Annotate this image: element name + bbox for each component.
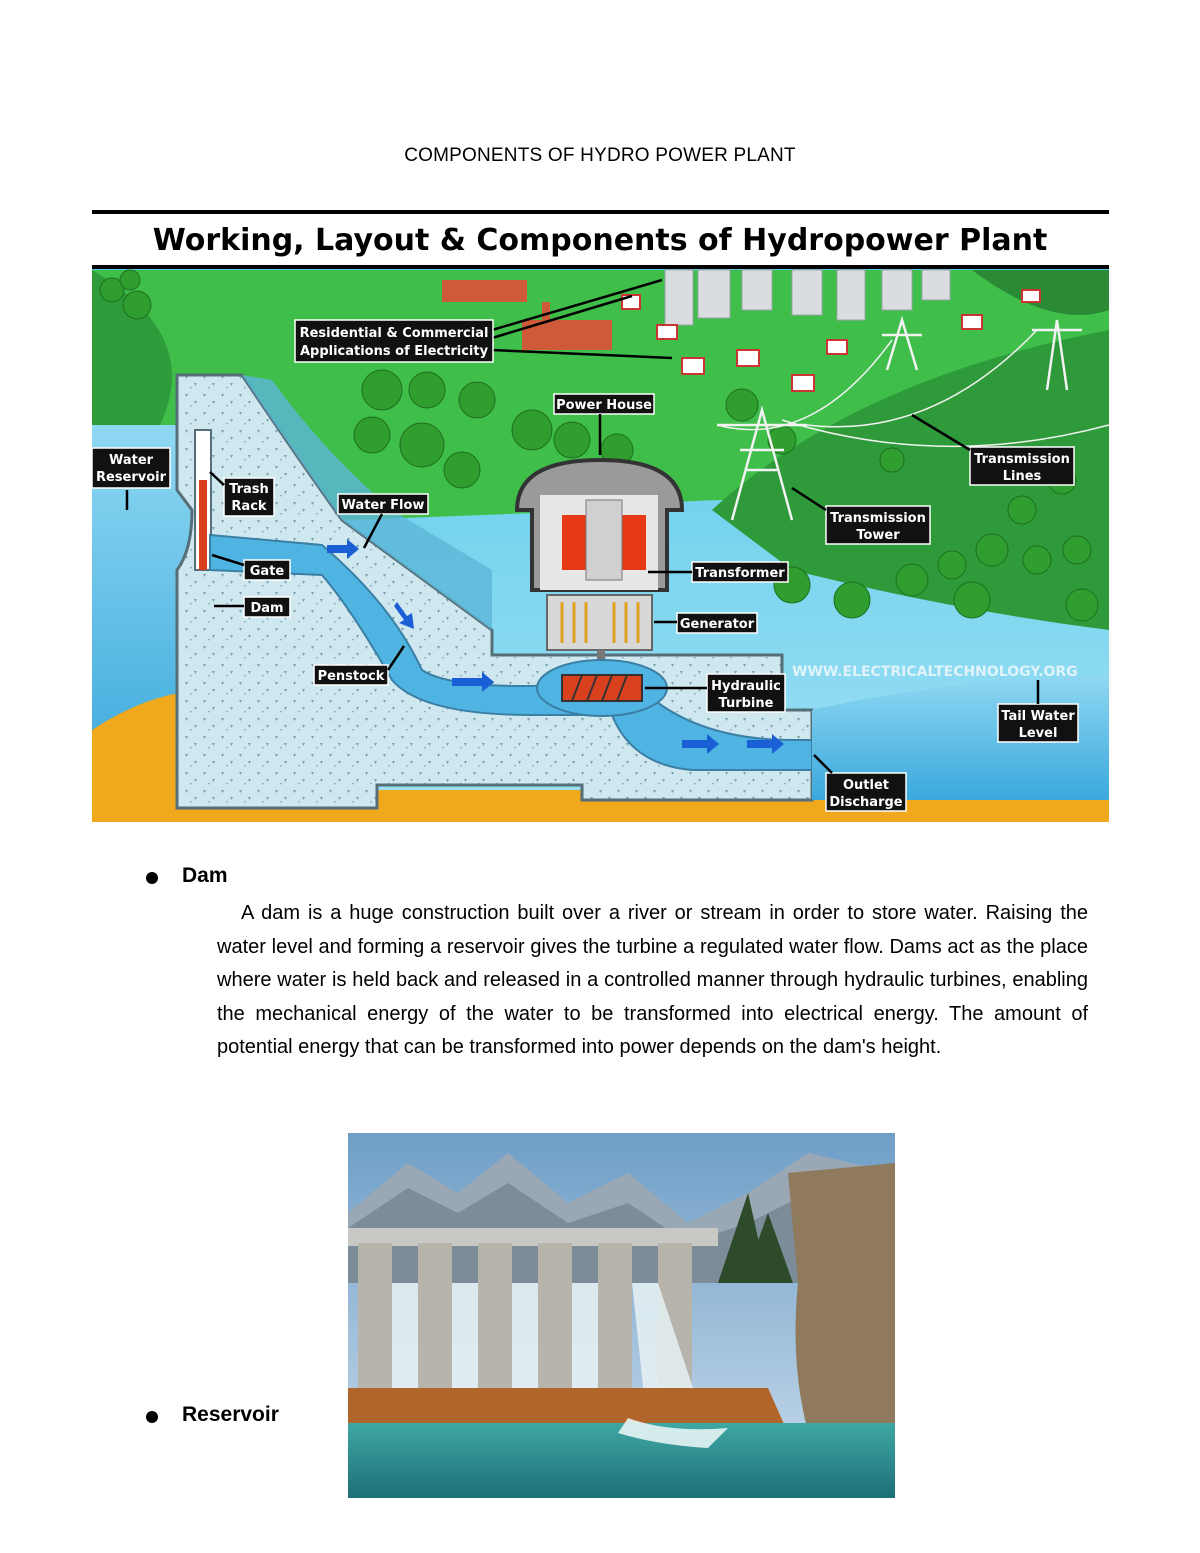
label-transmission-tower-2: Tower xyxy=(856,528,900,543)
heading-reservoir: Reservoir xyxy=(182,1403,279,1426)
label-dam: Dam xyxy=(250,601,284,616)
label-penstock: Penstock xyxy=(317,669,385,684)
bullet-dam xyxy=(146,872,158,884)
dam-photo xyxy=(348,1133,895,1498)
page-title: COMPONENTS OF HYDRO POWER PLANT xyxy=(404,145,796,166)
label-trash-rack-1: Trash xyxy=(229,482,269,497)
transformer-coil-left xyxy=(562,515,586,570)
label-outlet-2: Discharge xyxy=(829,795,903,810)
river-water xyxy=(348,1423,895,1498)
label-outlet-1: Outlet xyxy=(842,778,890,793)
diagram-banner: Working, Layout & Components of Hydropower Plant xyxy=(152,223,1048,258)
transformer-coil-right xyxy=(622,515,646,570)
gate-panel xyxy=(199,480,207,570)
label-transmission-tower-1: Transmission xyxy=(830,511,926,526)
hydropower-diagram xyxy=(92,210,1109,822)
heading-dam: Dam xyxy=(182,864,228,887)
label-power-house: Power House xyxy=(556,398,652,413)
watermark: WWW.ELECTRICALTECHNOLOGY.ORG xyxy=(792,664,1078,680)
label-gate: Gate xyxy=(249,564,285,579)
dam-description: A dam is a huge construction built over a river or stream in order to store water. Raising the water level and forming a reservoir gives the turbine a regulated water flow. Dams act as the place where water is held back and released in a controlled manner through hydraulic turbines, enabling the mechanical energy of the water to be transformed into electrical energy. The amount of potential energy that can be transformed into power depends on the dam's height. xyxy=(217,902,1088,1058)
label-generator: Generator xyxy=(679,617,755,632)
label-trash-rack-2: Rack xyxy=(231,499,267,514)
label-tail-water-1: Tail Water xyxy=(1001,709,1075,724)
label-tail-water-2: Level xyxy=(1018,726,1058,741)
label-residential-1: Residential & Commercial xyxy=(299,326,489,341)
label-turbine-2: Turbine xyxy=(718,696,774,711)
label-water-reservoir-2: Reservoir xyxy=(95,470,167,485)
label-transmission-lines-2: Lines xyxy=(1002,469,1042,484)
bullet-reservoir xyxy=(146,1411,158,1423)
label-turbine-1: Hydraulic xyxy=(711,679,781,694)
label-transformer: Transformer xyxy=(695,566,785,581)
label-residential-2: Applications of Electricity xyxy=(299,344,489,359)
label-transmission-lines-1: Transmission xyxy=(974,452,1070,467)
label-water-reservoir-1: Water xyxy=(108,453,154,468)
label-water-flow: Water Flow xyxy=(341,498,425,513)
